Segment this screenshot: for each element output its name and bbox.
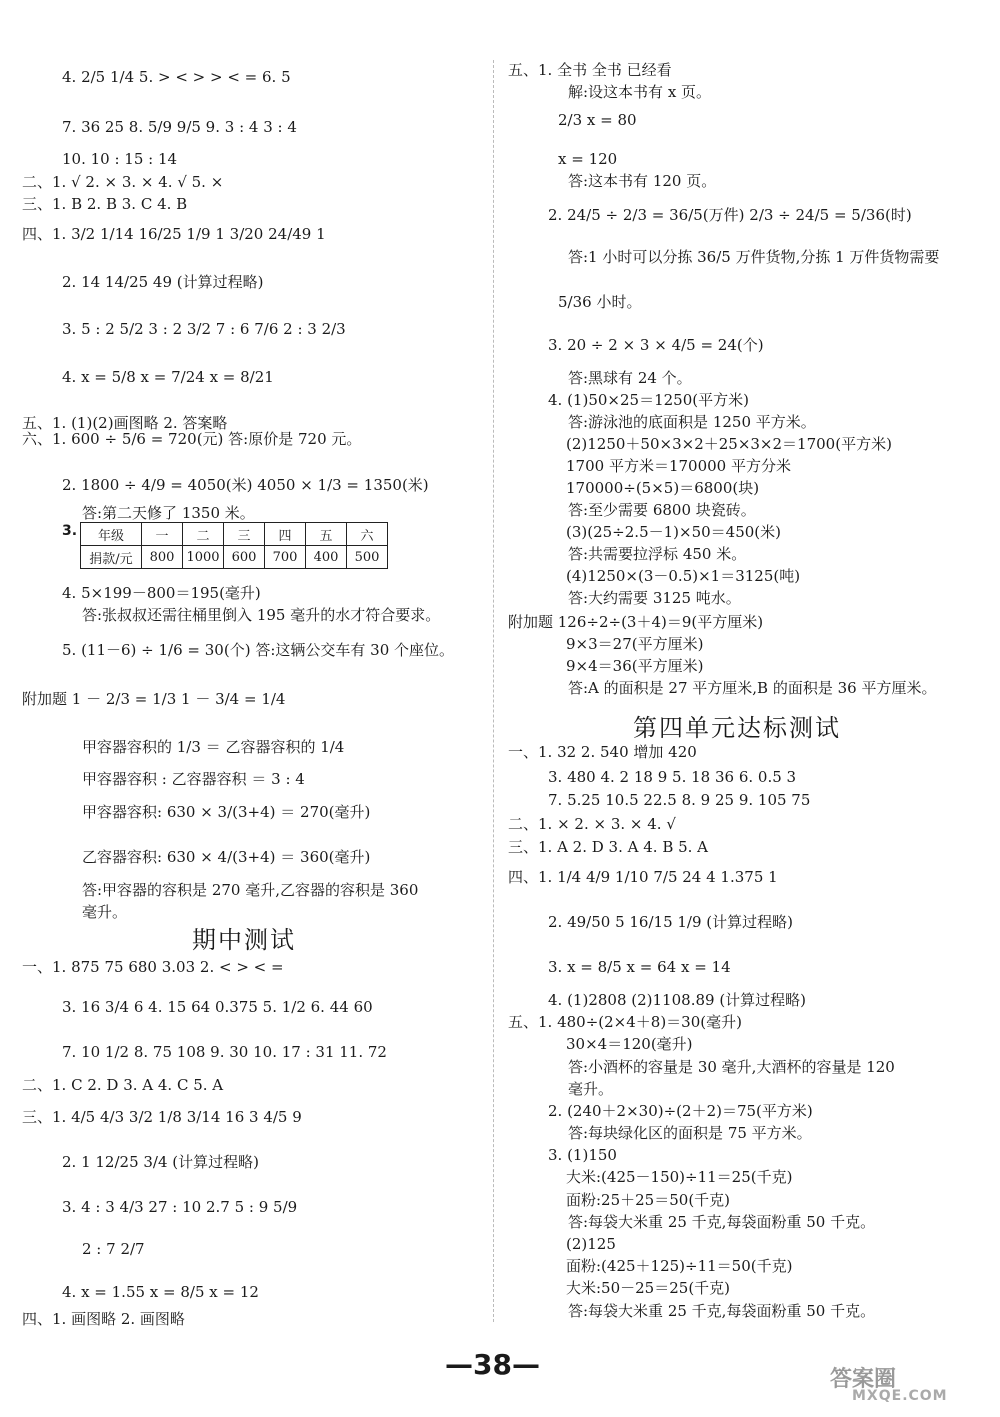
table-cell: 600	[224, 546, 265, 569]
answer-line: 4. 5×199－800＝195(毫升)	[62, 584, 261, 602]
table-cell: 六	[347, 523, 388, 546]
answer-line: 四、1. 3/2 1/14 16/25 1/9 1 3/20 24/49 1	[22, 225, 326, 243]
watermark-logo: 答案圈	[830, 1367, 897, 1392]
answer-line: 毫升。	[568, 1080, 614, 1098]
answer-line: 甲容器容积 : 乙容器容积 ＝ 3 : 4	[82, 770, 305, 788]
answer-line: 3. 5 : 2 5/2 3 : 2 3/2 7 : 6 7/6 2 : 3 2/3	[62, 320, 346, 338]
answer-line: 答:每块绿化区的面积是 75 平方米。	[568, 1124, 812, 1142]
answer-line: (2)1250＋50×3×2＋25×3×2＝1700(平方米)	[566, 435, 892, 453]
answer-line: (2)125	[566, 1235, 616, 1253]
answer-line: 一、1. 32 2. 540 增加 420	[508, 743, 697, 761]
table-number: 3.	[62, 523, 78, 539]
table-cell: 400	[306, 546, 347, 569]
table-cell: 五	[306, 523, 347, 546]
answer-line: 7. 36 25 8. 5/9 9/5 9. 3 : 4 3 : 4	[62, 118, 297, 136]
answer-line: 2/3 x = 80	[558, 111, 637, 129]
table-cell: 四	[265, 523, 306, 546]
table-row	[81, 546, 388, 569]
answer-line: 3. (1)150	[548, 1146, 617, 1164]
answer-line: 答:每袋大米重 25 千克,每袋面粉重 50 千克。	[568, 1213, 876, 1231]
answer-line: 答:共需要拉浮标 450 米。	[568, 545, 747, 563]
answer-line: 答:黑球有 24 个。	[568, 369, 692, 387]
answer-line: 三、1. A 2. D 3. A 4. B 5. A	[508, 838, 709, 856]
answer-line: 1700 平方米＝170000 平方分米	[566, 457, 791, 475]
answer-line: 面粉:25＋25＝50(千克)	[566, 1191, 731, 1209]
answer-line: 30×4＝120(毫升)	[566, 1035, 693, 1053]
answer-line: 3. 480 4. 2 18 9 5. 18 36 6. 0.5 3	[548, 768, 797, 786]
answer-line: 2 : 7 2/7	[82, 1240, 145, 1258]
answer-line: 甲容器容积的 1/3 ＝ 乙容器容积的 1/4	[82, 738, 345, 756]
answer-line: 面粉:(425＋125)÷11＝50(千克)	[566, 1257, 793, 1275]
table-cell: 一	[142, 523, 183, 546]
answer-line: 六、1. 600 ÷ 5/6 = 720(元) 答:原价是 720 元。	[22, 430, 362, 448]
answer-line: (3)(25÷2.5－1)×50＝450(米)	[566, 523, 781, 541]
answer-line: 2. 14 14/25 49 (计算过程略)	[62, 273, 264, 291]
answer-line: 答:大约需要 3125 吨水。	[568, 589, 741, 607]
answer-line: 一、1. 875 75 680 3.03 2. < > < =	[22, 958, 284, 976]
answer-line: 7. 5.25 10.5 22.5 8. 9 25 9. 105 75	[548, 791, 811, 809]
answer-line: (4)1250×(3－0.5)×1＝3125(吨)	[566, 567, 801, 585]
answer-line: 3. 16 3/4 6 4. 15 64 0.375 5. 1/2 6. 44 60	[62, 998, 373, 1016]
midterm-title: 期中测试	[192, 926, 296, 954]
table-cell: 三	[224, 523, 265, 546]
answer-line: 甲容器容积: 630 × 3/(3+4) ＝ 270(毫升)	[82, 803, 371, 821]
answer-line: 4. 2/5 1/4 5. > < > > < = 6. 5	[62, 68, 291, 86]
answer-line: 二、1. C 2. D 3. A 4. C 5. A	[22, 1076, 224, 1094]
answer-line: 答:这本书有 120 页。	[568, 172, 717, 190]
answer-line: 答:1 小时可以分拣 36/5 万件货物,分拣 1 万件货物需要	[568, 248, 940, 266]
answer-line: 3. x = 8/5 x = 64 x = 14	[548, 958, 731, 976]
answer-line: 五、1. 全书 全书 已经看	[508, 61, 672, 79]
column-divider	[493, 60, 494, 1322]
answer-line: 五、1. 480÷(2×4＋8)＝30(毫升)	[508, 1013, 742, 1031]
answer-line: 5/36 小时。	[558, 293, 642, 311]
answer-line: 答:A 的面积是 27 平方厘米,B 的面积是 36 平方厘米。	[568, 679, 937, 697]
table-cell: 捐款/元	[81, 546, 142, 569]
answer-line: 10. 10 : 15 : 14	[62, 150, 178, 168]
answer-line: 附加题 1 － 2/3 = 1/3 1 － 3/4 = 1/4	[22, 690, 286, 708]
donation-table	[80, 522, 388, 569]
answer-line: 7. 10 1/2 8. 75 108 9. 30 10. 17 : 31 11. 72	[62, 1043, 387, 1061]
answer-line: 二、1. √ 2. × 3. × 4. √ 5. ×	[22, 173, 224, 191]
answer-line: 答:游泳池的底面积是 1250 平方米。	[568, 413, 816, 431]
table-cell: 700	[265, 546, 306, 569]
answer-line: 三、1. 4/5 4/3 3/2 1/8 3/14 16 3 4/5 9	[22, 1108, 302, 1126]
table-cell: 1000	[183, 546, 224, 569]
answer-line: 4. (1)2808 (2)1108.89 (计算过程略)	[548, 991, 807, 1009]
watermark-url: MXQE.COM	[852, 1388, 948, 1404]
answer-line: 2. 49/50 5 16/15 1/9 (计算过程略)	[548, 913, 793, 931]
answer-line: 毫升。	[82, 903, 128, 921]
unit4-title: 第四单元达标测试	[633, 714, 841, 742]
answer-line: 乙容器容积: 630 × 4/(3+4) ＝ 360(毫升)	[82, 848, 371, 866]
answer-line: 解:设这本书有 x 页。	[568, 83, 712, 101]
answer-line: 答:至少需要 6800 块瓷砖。	[568, 501, 756, 519]
answer-line: 3. 4 : 3 4/3 27 : 10 2.7 5 : 9 5/9	[62, 1198, 298, 1216]
answer-line: 大米:50－25＝25(千克)	[566, 1279, 731, 1297]
table-cell: 年级	[81, 523, 142, 546]
answer-line: 5. (11－6) ÷ 1/6 = 30(个) 答:这辆公交车有 30 个座位。	[62, 641, 455, 659]
answer-line: 4. x = 5/8 x = 7/24 x = 8/21	[62, 368, 274, 386]
answer-line: 2. (240＋2×30)÷(2＋2)＝75(平方米)	[548, 1102, 813, 1120]
answer-line: 答:张叔叔还需往桶里倒入 195 毫升的水才符合要求。	[82, 606, 441, 624]
answer-line: 四、1. 画图略 2. 画图略	[22, 1310, 185, 1328]
answer-line: 大米:(425－150)÷11＝25(千克)	[566, 1168, 793, 1186]
table-header-row	[81, 523, 388, 546]
answer-line: 答:甲容器的容积是 270 毫升,乙容器的容积是 360	[82, 881, 419, 899]
answer-line: 2. 24/5 ÷ 2/3 = 36/5(万件) 2/3 ÷ 24/5 = 5/36(时)	[548, 206, 912, 224]
answer-line: 二、1. × 2. × 3. × 4. √	[508, 815, 676, 833]
table-cell: 800	[142, 546, 183, 569]
answer-line: 2. 1800 ÷ 4/9 = 4050(米) 4050 × 1/3 = 1350(米)	[62, 476, 429, 494]
page-number: —38—	[445, 1348, 540, 1381]
answer-line: 附加题 126÷2÷(3＋4)＝9(平方厘米)	[508, 613, 764, 631]
answer-line: 3. 20 ÷ 2 × 3 × 4/5 = 24(个)	[548, 336, 764, 354]
table-cell: 二	[183, 523, 224, 546]
answer-line: 五、1. (1)(2)画图略 2. 答案略	[22, 414, 228, 432]
answer-line: x = 120	[558, 150, 618, 168]
table-cell: 500	[347, 546, 388, 569]
answer-line: 三、1. B 2. B 3. C 4. B	[22, 195, 188, 213]
answer-line: 答:每袋大米重 25 千克,每袋面粉重 50 千克。	[568, 1302, 876, 1320]
answer-line: 9×3＝27(平方厘米)	[566, 635, 704, 653]
answer-line: 9×4＝36(平方厘米)	[566, 657, 704, 675]
answer-line: 170000÷(5×5)＝6800(块)	[566, 479, 760, 497]
answer-line: 4. (1)50×25＝1250(平方米)	[548, 391, 749, 409]
answer-line: 2. 1 12/25 3/4 (计算过程略)	[62, 1153, 260, 1171]
answer-line: 答:第二天修了 1350 米。	[82, 504, 255, 522]
answer-line: 答:小酒杯的容量是 30 毫升,大酒杯的容量是 120	[568, 1058, 895, 1076]
answer-line: 4. x = 1.55 x = 8/5 x = 12	[62, 1283, 259, 1301]
answer-line: 四、1. 1/4 4/9 1/10 7/5 24 4 1.375 1	[508, 868, 778, 886]
